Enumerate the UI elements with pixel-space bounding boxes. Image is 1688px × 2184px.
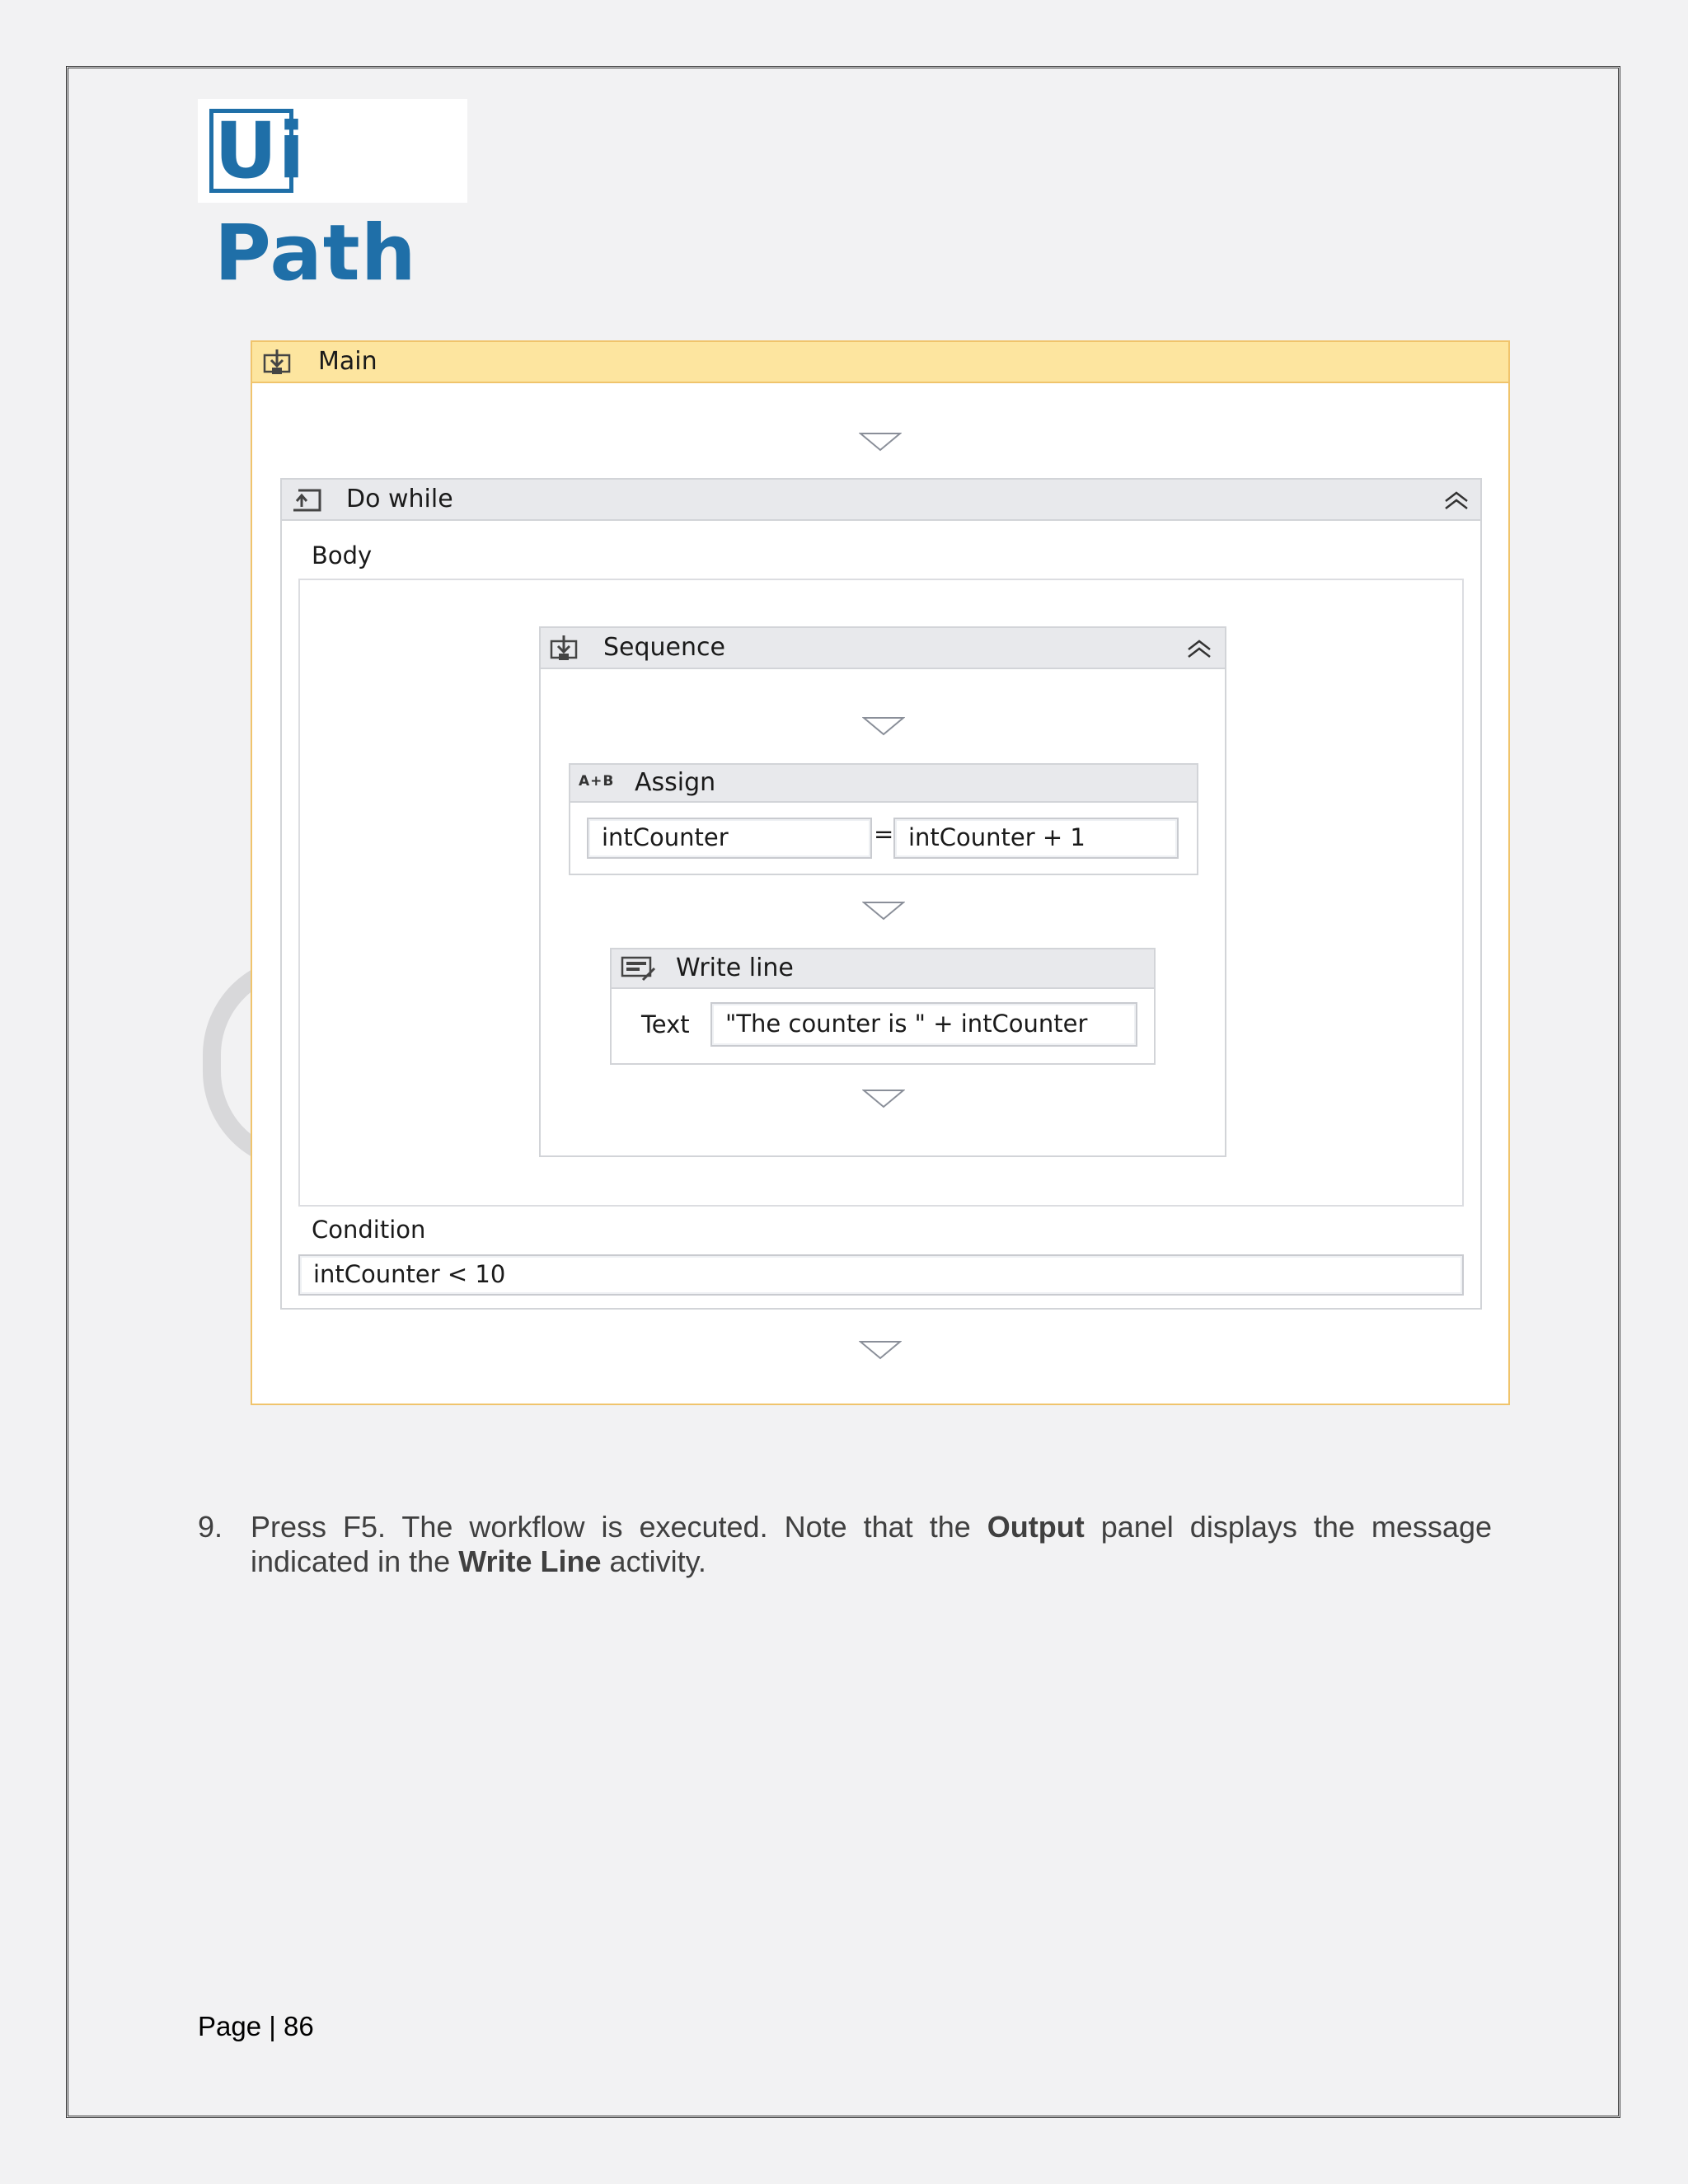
body-container[interactable]	[298, 579, 1464, 1207]
write-line-activity[interactable]	[610, 948, 1156, 1065]
drop-arrow-icon[interactable]	[862, 900, 905, 921]
drop-arrow-icon[interactable]	[862, 715, 905, 737]
drop-arrow-icon[interactable]	[862, 1088, 905, 1109]
write-line-header[interactable]	[612, 949, 1154, 989]
assign-to-field[interactable]: intCounter	[587, 818, 872, 859]
drop-arrow-icon[interactable]	[859, 431, 902, 452]
condition-label: Condition	[312, 1216, 426, 1244]
collapse-icon[interactable]	[1442, 488, 1470, 511]
assign-title: Assign	[635, 768, 716, 797]
sequence-activity[interactable]	[539, 626, 1226, 1157]
sequence-icon	[549, 634, 579, 662]
assign-header[interactable]	[570, 765, 1197, 803]
step-text: Press F5. The workflow is executed. Note that the Output panel displays the message indicated in the Write Line activity.	[251, 1510, 1492, 1578]
drop-arrow-icon[interactable]	[859, 1339, 902, 1361]
logo-text: UiPath	[214, 106, 417, 298]
step-number: 9.	[198, 1510, 223, 1544]
assign-value-field[interactable]: intCounter + 1	[893, 818, 1179, 859]
main-title: Main	[318, 347, 377, 376]
sequence-title: Sequence	[603, 633, 725, 662]
uipath-logo	[198, 99, 467, 298]
body-label: Body	[312, 541, 373, 569]
text-label: Text	[641, 1010, 690, 1038]
main-workflow[interactable]	[251, 340, 1510, 1405]
condition-field[interactable]: intCounter < 10	[298, 1254, 1464, 1296]
do-while-title: Do while	[346, 485, 453, 513]
write-line-term: Write Line	[458, 1544, 602, 1578]
write-line-title: Write line	[676, 954, 794, 982]
sequence-header[interactable]	[541, 628, 1225, 669]
sequence-icon	[262, 348, 292, 376]
output-term: Output	[987, 1510, 1085, 1544]
assign-activity[interactable]	[569, 763, 1198, 875]
do-while-header[interactable]	[282, 480, 1480, 521]
do-while-icon	[290, 485, 323, 513]
text-value-field[interactable]: "The counter is " + intCounter	[710, 1002, 1137, 1047]
page-number: Page | 86	[198, 2011, 314, 2041]
do-while-activity[interactable]	[280, 478, 1482, 1310]
assign-icon: A+B	[579, 773, 615, 790]
main-header[interactable]	[252, 342, 1508, 383]
equals-sign: =	[874, 820, 894, 848]
collapse-icon[interactable]	[1185, 636, 1213, 659]
write-line-icon	[620, 955, 656, 982]
